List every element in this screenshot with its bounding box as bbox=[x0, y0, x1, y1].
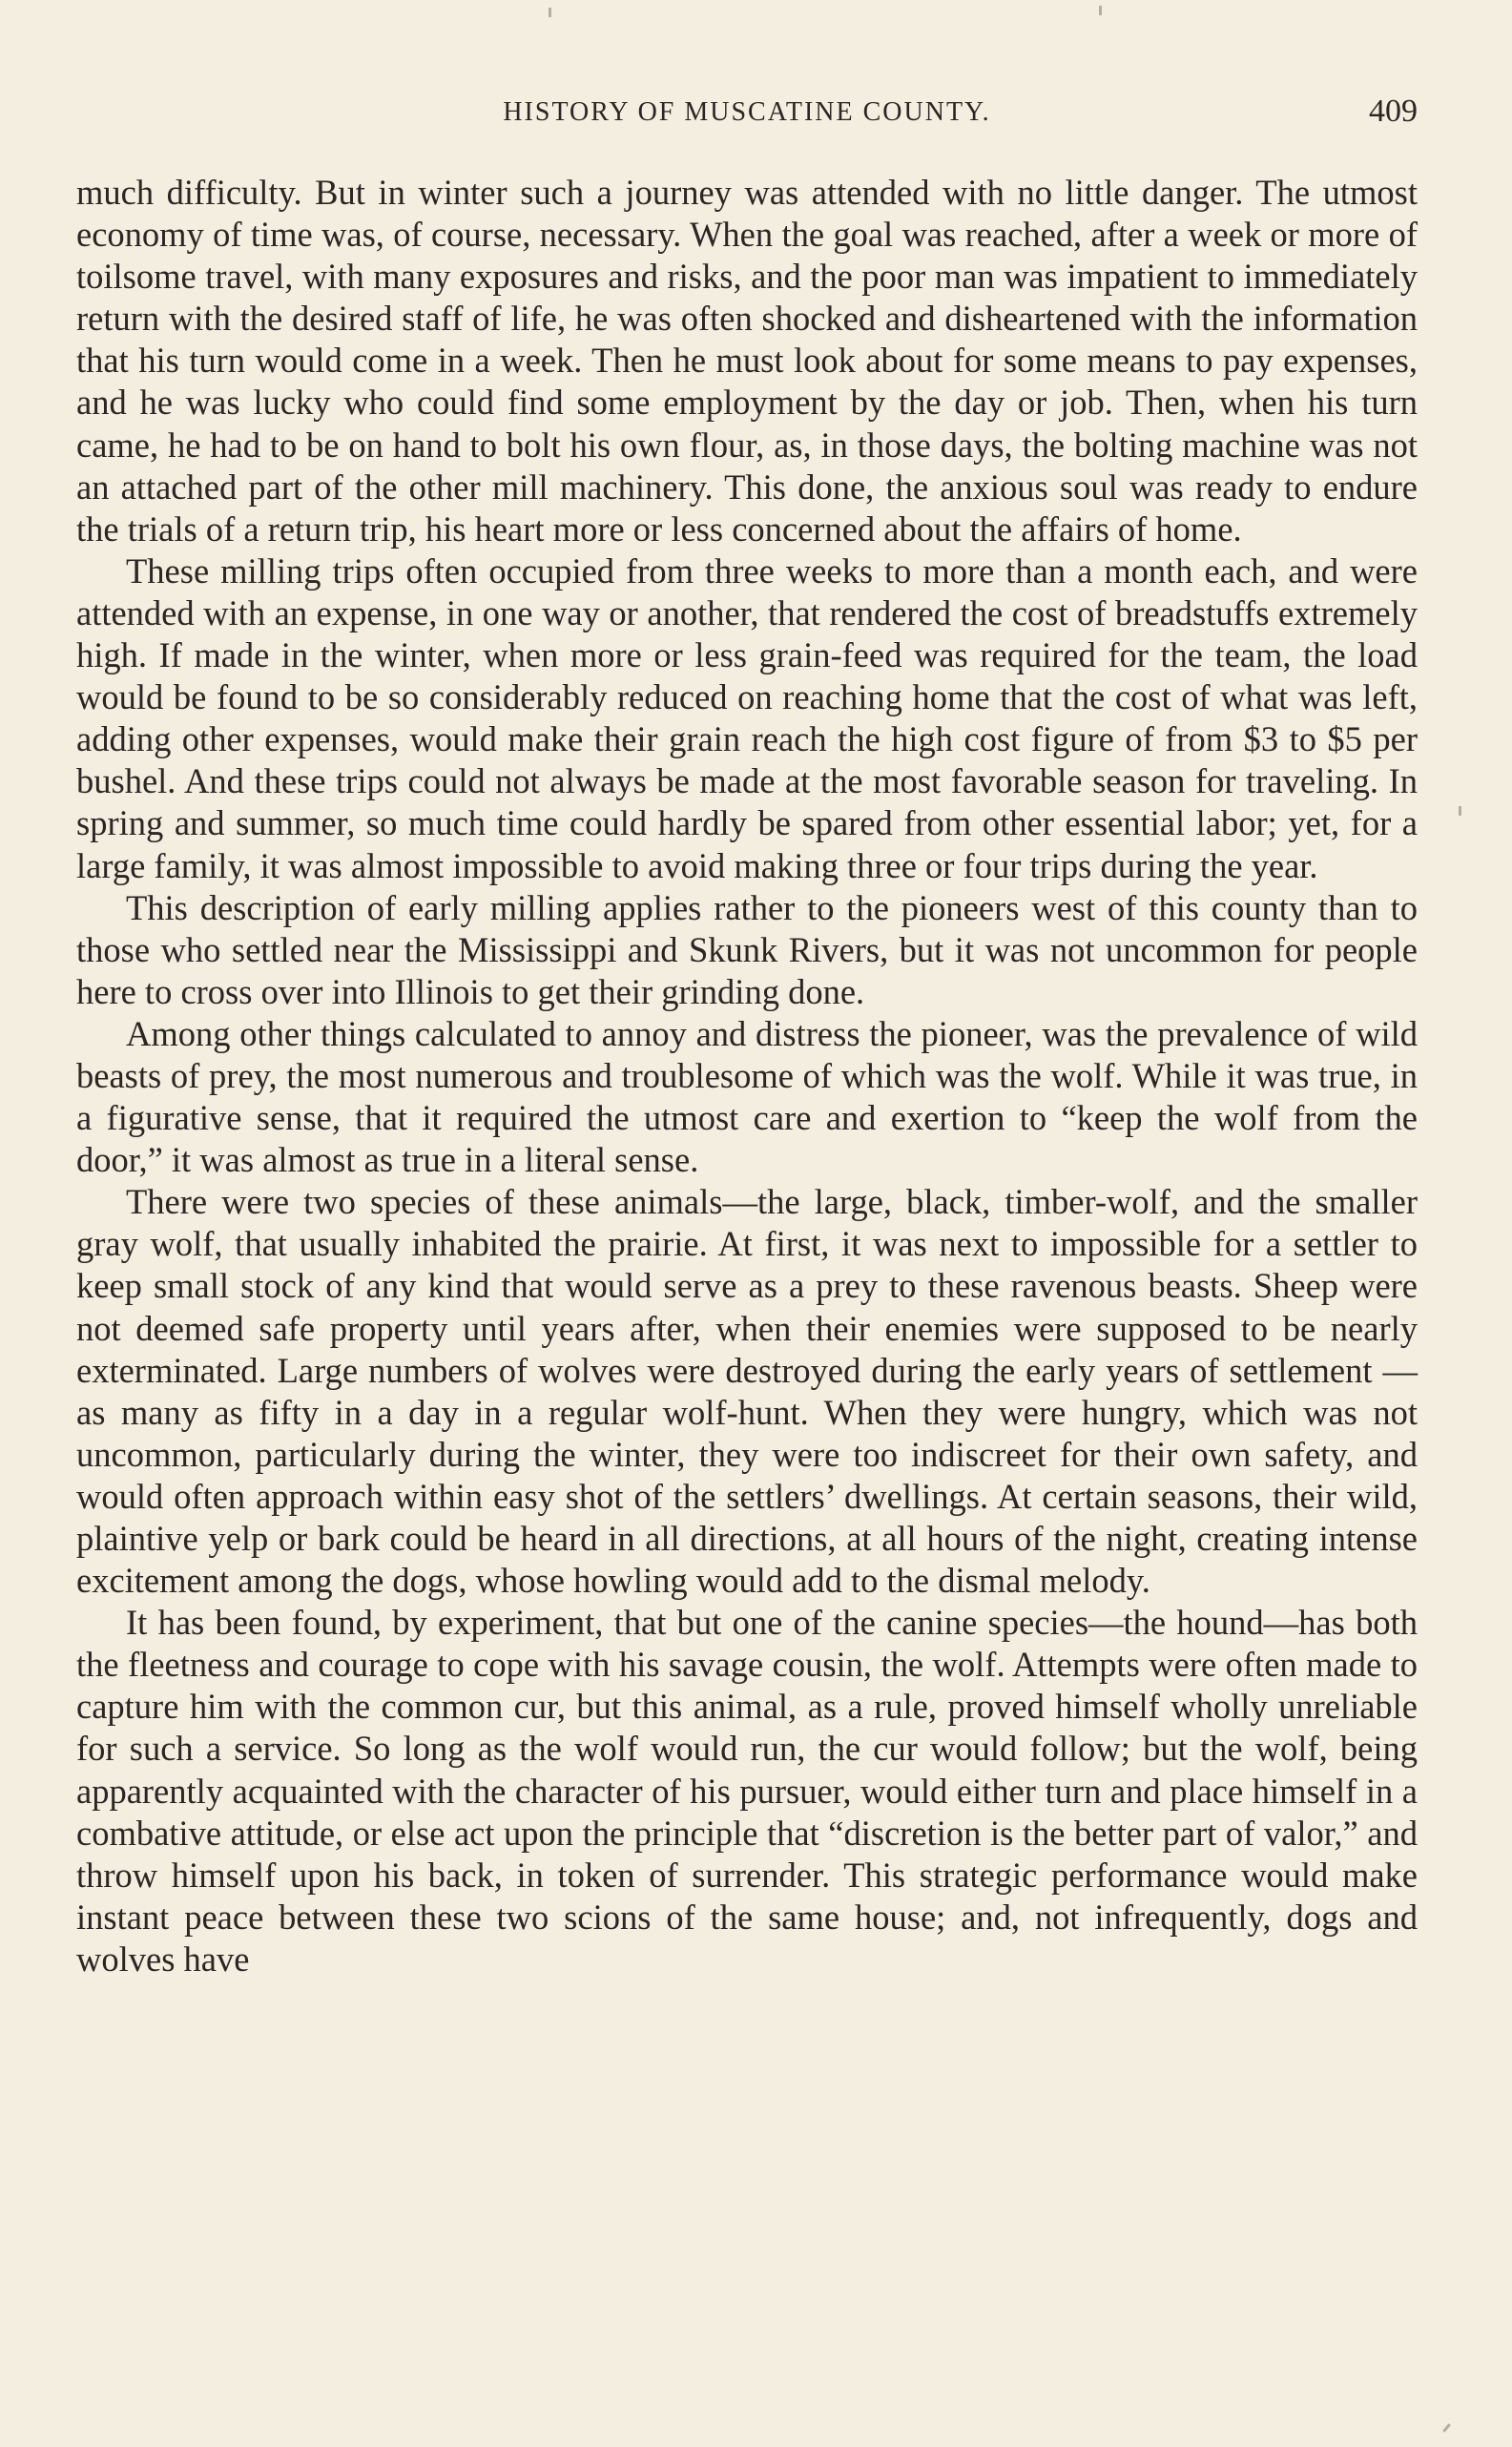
page-number: 409 bbox=[1369, 93, 1418, 129]
paragraph: These milling trips often occupied from three weeks to more than a month each, and were attended with an expense, in one way or another, that rendered the cost of breadstuffs extremely high. If made in the winter, when more or less grain-feed was required for the team, the load would be found to be so considerably reduced on reaching home that the cost of what was left, adding other expenses, would make their grain reach the high cost figure of from $3 to $5 per bushel. And these trips could not always be made at the most favorable season for traveling. In spring and summer, so much time could hardly be spared from other essential labor; yet, for a large family, it was almost impossible to avoid making three or four trips during the year. bbox=[76, 550, 1418, 885]
scan-speck bbox=[549, 8, 551, 17]
paragraph: It has been found, by experiment, that but one of the canine species—the hound—has both the fleetness and courage to cope with his savage cousin, the wolf. Attempts were often made to capture him with the common cur, but this animal, as a rule, proved himself wholly unreliable for such a service. So long as the wolf would run, the cur would follow; but the wolf, being apparently acquainted with the character of his pursuer, would either turn and place himself in a combative attitude, or else act upon the principle that “discretion is the better part of valor,” and throw himself upon his back, in token of surrender. This strategic performance would make instant peace between these two scions of the same house; and, not infrequently, dogs and wolves have bbox=[76, 1603, 1418, 1979]
body-text bbox=[76, 172, 1418, 1980]
paragraph: Among other things calculated to annoy and distress the pioneer, was the prevalence of wild beasts of prey, the most numerous and troublesome of which was the wolf. While it was true, in a figurative sense, that it required the utmost care and exertion to “keep the wolf from the door,” it was almost as true in a literal sense. bbox=[76, 1013, 1418, 1180]
scan-speck bbox=[1459, 806, 1461, 816]
running-title: HISTORY OF MUSCATINE COUNTY. bbox=[503, 97, 991, 127]
running-header bbox=[76, 93, 1418, 135]
scan-speck bbox=[1442, 2423, 1451, 2433]
scan-speck bbox=[1099, 6, 1102, 15]
paragraph: This description of early milling applies rather to the pioneers west of this county than to those who settled near the Mississippi and Skunk Rivers, but it was not uncommon for people here to cross over into Illinois to get their grinding done. bbox=[76, 887, 1418, 1011]
paragraph: much difficulty. But in winter such a journey was attended with no little danger. The utmost economy of time was, of course, necessary. When the goal was reached, after a week or more of toilsome travel, with many exposures and risks, and the poor man was impatient to immediately return with the desired staff of life, he was often shocked and disheartened with the information that his turn would come in a week. Then he must look about for some means to pay expenses, and he was lucky who could find some employment by the day or job. Then, when his turn came, he had to be on hand to bolt his own flour, as, in those days, the bolting machine was not an attached part of the other mill machinery. This done, the anxious soul was ready to endure the trials of a return trip, his heart more or less concerned about the affairs of home. bbox=[76, 173, 1418, 549]
paragraph: There were two species of these animals—the large, black, timber-wolf, and the smaller gray wolf, that usually inhabited the prairie. At first, it was next to impossible for a settler to keep small stock of any kind that would serve as a prey to these ravenous beasts. Sheep were not deemed safe property until years after, when their enemies were supposed to be nearly exterminated. Large numbers of wolves were destroyed during the early years of settlement —as many as fifty in a day in a regular wolf-hunt. When they were hungry, which was not uncommon, particularly during the winter, they were too indiscreet for their own safety, and would often approach within easy shot of the settlers’ dwellings. At certain seasons, their wild, plaintive yelp or bark could be heard in all directions, at all hours of the night, creating intense excitement among the dogs, whose howling would add to the dismal melody. bbox=[76, 1182, 1418, 1601]
